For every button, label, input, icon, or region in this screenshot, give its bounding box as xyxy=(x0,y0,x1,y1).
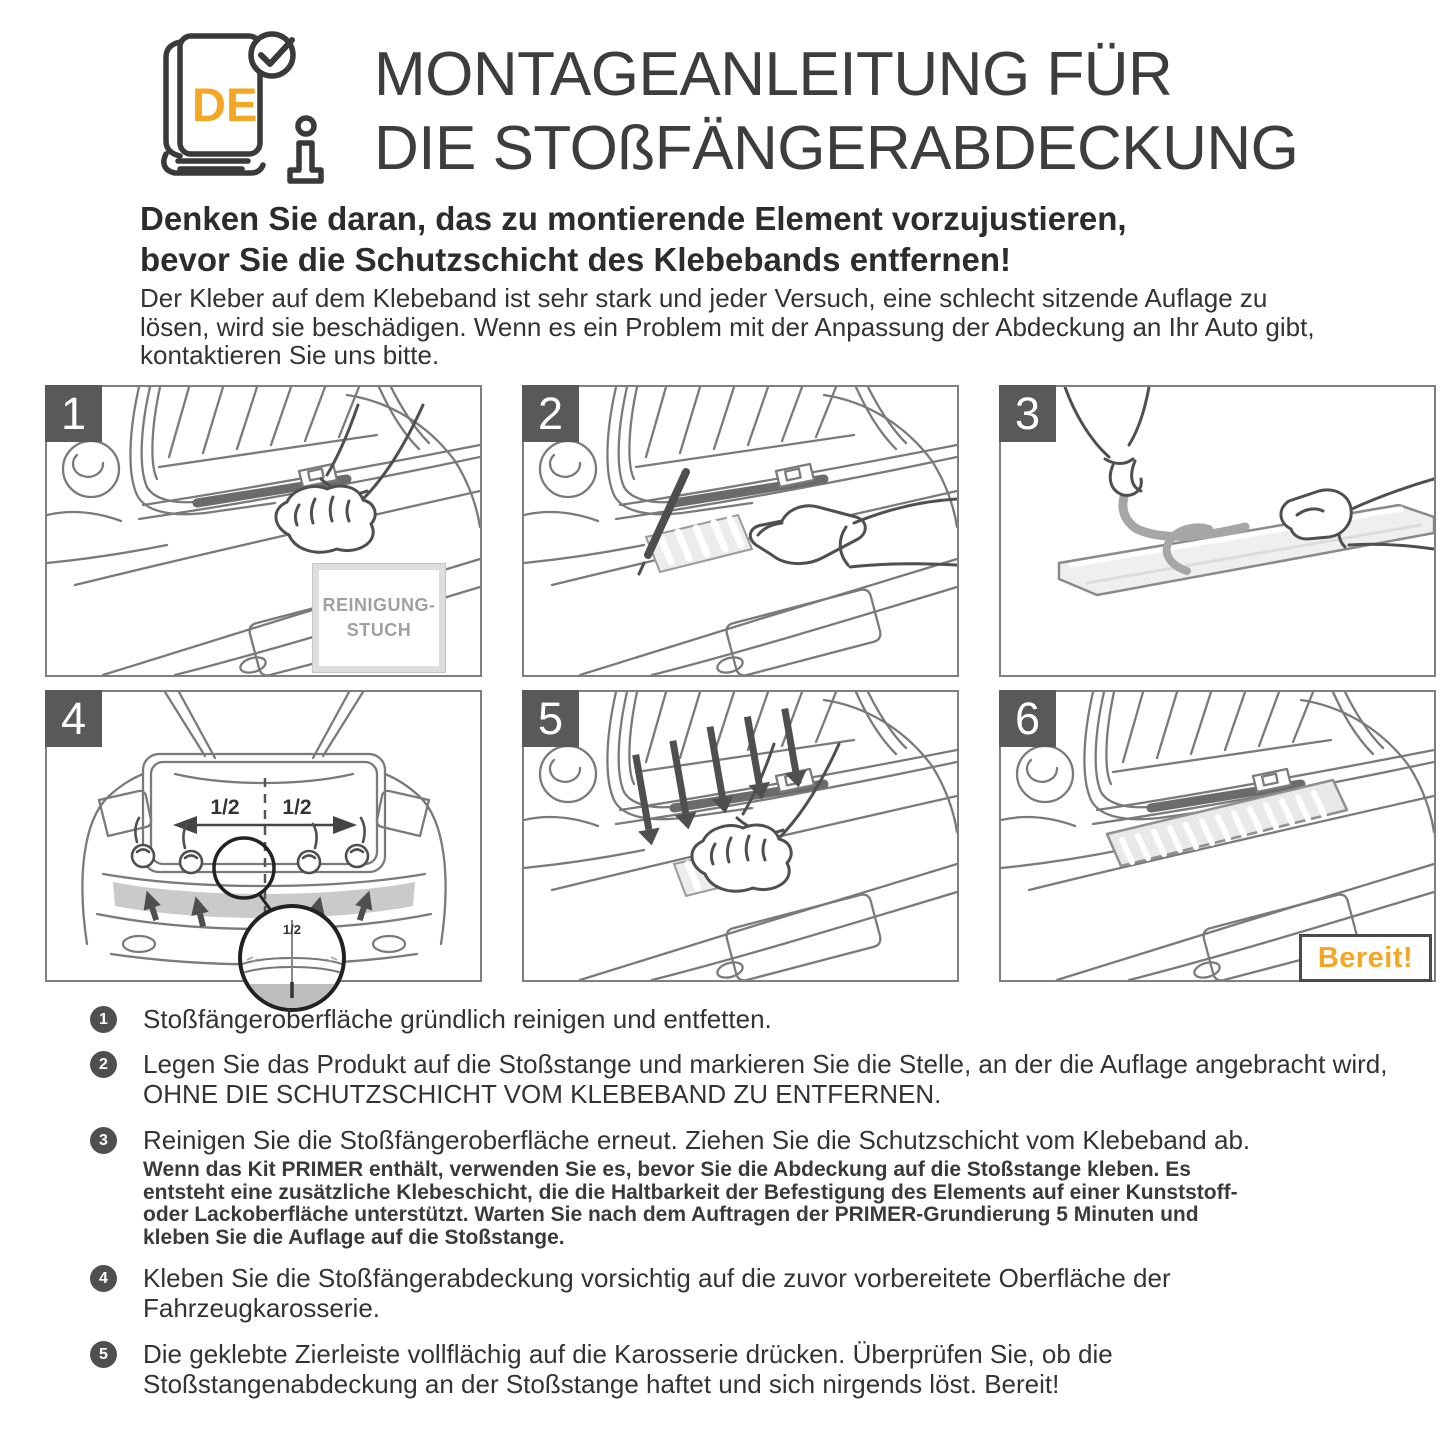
illustration-step-4 xyxy=(45,690,482,982)
illustration-step-5 xyxy=(522,690,959,982)
page-title-line1: MONTAGEANLEITUNG FÜR xyxy=(374,40,1173,109)
page-title-line2: DIE STOßFÄNGERABDECKUNG xyxy=(374,114,1299,183)
step-number-badge: 3 xyxy=(90,1127,117,1154)
step-number-badge: 4 xyxy=(90,1265,117,1292)
step-item-3 xyxy=(90,1125,1418,1249)
magnifier-half-label: 1/2 xyxy=(282,922,302,937)
page-title xyxy=(374,38,1298,186)
note-line: oder Lackoberfläche unterstützt. Warten Sie nach dem Auftragen der PRIMER-Grundierung 5 Minuten und xyxy=(143,1203,1199,1226)
illustration-step-1 xyxy=(45,385,482,677)
note-line: entsteht eine zusätzliche Klebeschicht, die die Haltbarkeit der Befestigung des Elements auf einer Kunststoff- xyxy=(143,1180,1238,1204)
step-line: Legen Sie das Produkt auf die Stoßstange und markieren Sie die Stelle, an der die Auflage angebracht wird, xyxy=(143,1049,1388,1079)
step-text xyxy=(143,1049,1418,1109)
half-right-label: 1/2 xyxy=(282,796,312,819)
panel-number: 5 xyxy=(522,690,579,747)
mark-position-drawing xyxy=(524,387,957,675)
step-text xyxy=(143,1263,1418,1323)
intro-line: lösen, wird sie beschädigen. Wenn es ein Problem mit der Anpassung der Abdeckung an Ihr Auto gibt, xyxy=(140,311,1315,342)
step-line: Stoßstangenabdeckung an der Stoßstange haftet und sich nirgends löst. Bereit! xyxy=(143,1369,1060,1399)
step-line: Die geklebte Zierleiste vollflächig auf die Karosserie drücken. Überprüfen Sie, ob die xyxy=(143,1339,1113,1369)
intro-text xyxy=(140,284,1390,370)
step-number-badge: 5 xyxy=(90,1341,117,1368)
panel-number: 1 xyxy=(45,385,102,442)
step-text xyxy=(143,1004,1418,1034)
step-line: Reinigen Sie die Stoßfängeroberfläche erneut. Ziehen Sie die Schutzschicht vom Klebeband ab. xyxy=(143,1125,1251,1155)
language-label: DE xyxy=(192,78,258,131)
half-left-label: 1/2 xyxy=(210,796,240,819)
intro-line: kontaktieren Sie uns bitte. xyxy=(140,340,440,370)
step-text xyxy=(143,1339,1418,1399)
step-item-2 xyxy=(90,1049,1418,1109)
step-item-1 xyxy=(90,1004,1418,1034)
center-alignment-drawing xyxy=(47,692,480,980)
step-number-badge: 1 xyxy=(90,1006,117,1033)
panel-number: 6 xyxy=(999,690,1056,747)
illustration-step-2 xyxy=(522,385,959,677)
cloth-label-line: STUCH xyxy=(346,620,412,640)
hand-icon xyxy=(1065,387,1149,495)
step-line: Fahrzeugkarosserie. xyxy=(143,1293,380,1323)
trim-strip-icon xyxy=(1059,505,1434,595)
illustration-step-6 xyxy=(999,690,1436,982)
illustration-step-3 xyxy=(999,385,1436,677)
step-item-4 xyxy=(90,1263,1418,1323)
step-line: OHNE DIE SCHUTZSCHICHT VOM KLEBEBAND ZU ENTFERNEN. xyxy=(143,1079,942,1109)
check-circle-icon xyxy=(251,34,293,76)
step-line: Kleben Sie die Stoßfängerabdeckung vorsichtig auf die zuvor vorbereitete Oberfläche der xyxy=(143,1263,1171,1293)
press-down-drawing xyxy=(524,692,957,980)
step-line: Stoßfängeroberfläche gründlich reinigen und entfetten. xyxy=(143,1004,772,1034)
step-text xyxy=(143,1125,1418,1249)
warning-line: bevor Sie die Schutzschicht des Klebebands entfernen! xyxy=(140,241,1012,278)
cloth-label-line: REINIGUNG- xyxy=(322,595,436,615)
panel-number: 3 xyxy=(999,385,1056,442)
note-line: kleben Sie die Auflage auf die Stoßstange. xyxy=(143,1225,565,1249)
peel-film-drawing xyxy=(1001,387,1434,675)
step-number-badge: 2 xyxy=(90,1051,117,1078)
primer-note xyxy=(143,1159,1418,1249)
cleaning-cloth-label xyxy=(313,564,445,672)
panel-number: 4 xyxy=(45,690,102,747)
manual-book-icon xyxy=(136,24,326,196)
panel-number: 2 xyxy=(522,385,579,442)
ready-label: Bereit! xyxy=(1317,941,1414,974)
step-item-5 xyxy=(90,1339,1418,1399)
warning-line: Denken Sie daran, das zu montierende Element vorzujustieren, xyxy=(140,200,1127,237)
hand-icon xyxy=(750,499,957,567)
warning-text xyxy=(140,198,1300,280)
note-line: Wenn das Kit PRIMER enthält, verwenden Sie es, bevor Sie die Abdeckung auf die Stoßstange kleben. Es xyxy=(143,1158,1191,1181)
info-icon xyxy=(290,118,321,181)
ready-badge xyxy=(1299,934,1432,982)
intro-line: Der Kleber auf dem Klebeband ist sehr stark und jeder Versuch, eine schlecht sitzende Auflage zu xyxy=(140,283,1268,313)
